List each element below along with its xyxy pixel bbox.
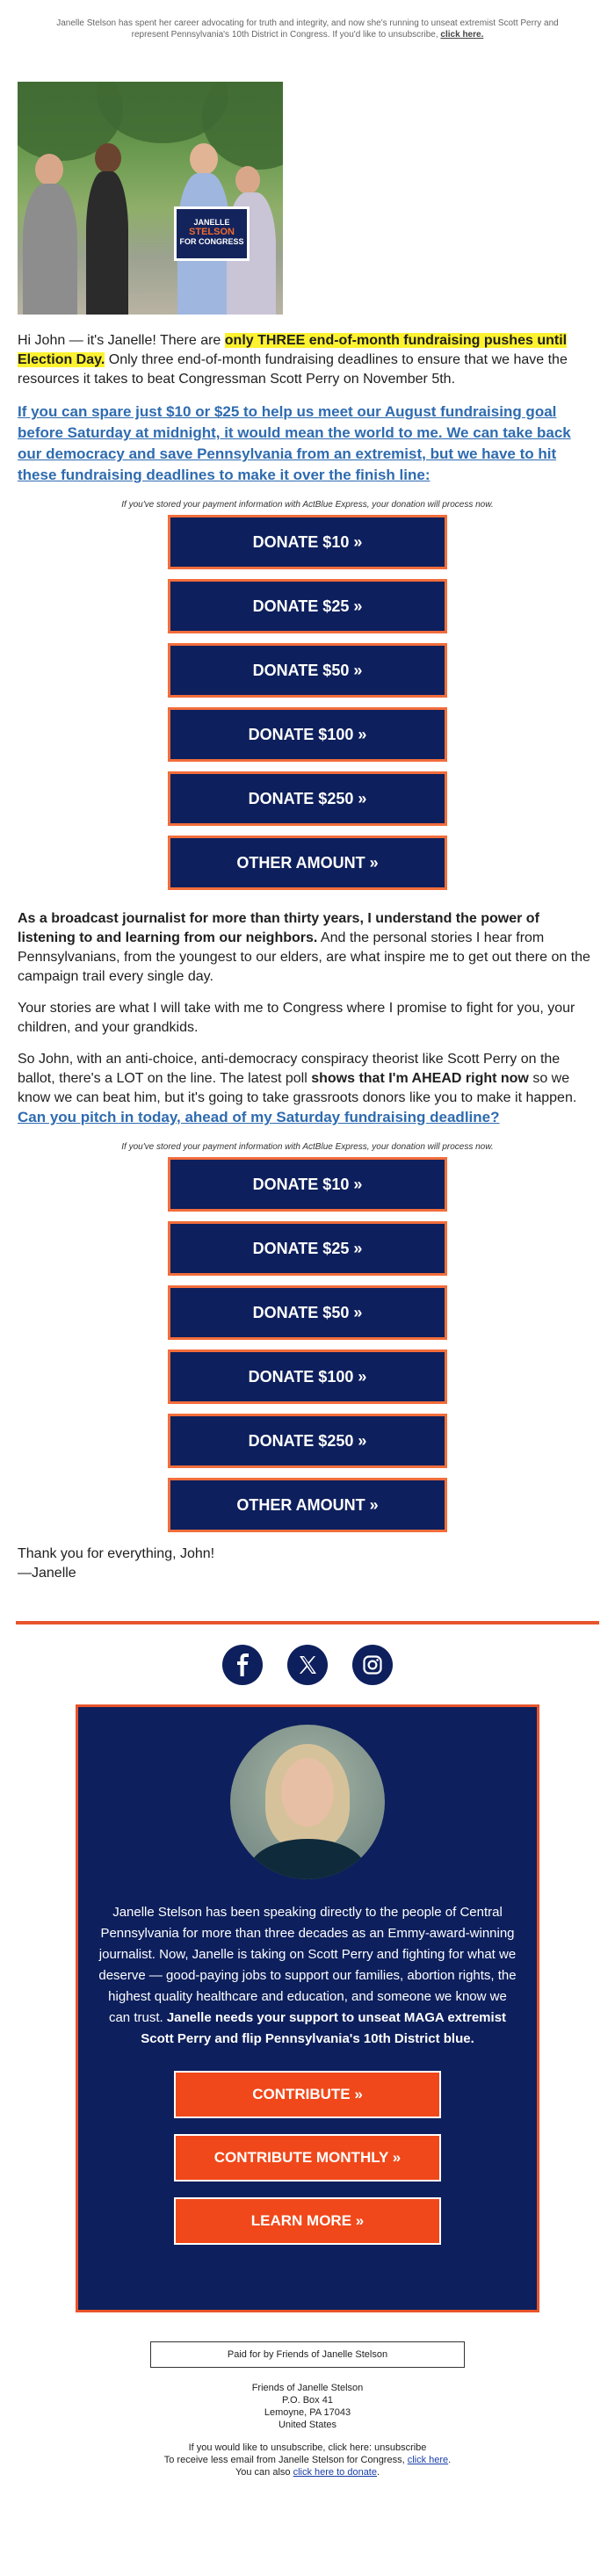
bio-panel [76, 1704, 539, 2312]
less-email-end: . [448, 2455, 452, 2465]
footer-donate-link[interactable]: click here to donate [293, 2467, 377, 2478]
footer-org: Friends of Janelle Stelson [251, 2383, 364, 2393]
intro-lead: Hi John — it's Janelle! There are [18, 333, 225, 348]
donate-10-button[interactable]: DONATE $10 » [168, 515, 447, 569]
donate-50-button[interactable]: DONATE $50 » [168, 643, 447, 698]
intro-paragraph [18, 331, 597, 389]
journalist-paragraph [18, 909, 597, 987]
journalist-bold: As a broadcast journalist for more than thirty years, I understand the power of listening to and learning from our neighbors. [18, 911, 539, 945]
sign-line-3: FOR CONGRESS [179, 237, 244, 246]
bio-text-bold: Janelle needs your support to unseat MAGA extremist Scott Perry and flip Pennsylvania's 10th District blue. [141, 2010, 507, 2046]
bio-text-main: Janelle Stelson has been speaking directly to the people of Central Pennsylvania for more than three decades as an Emmy-award-winning journalist. Now, Janelle is taking on Scott Perry and fighting for what we deserve — good-paying jobs to support our families, abortion rights, the highest quality healthcare and education, and someone we know we can trust. [98, 1905, 517, 2025]
footer-city: Lemoyne, PA 17043 [264, 2407, 351, 2418]
journalist-rest: And the personal stories I hear from Pennsylvanians, from the youngest to our elders, are what inspire me to get out there on the campaign trail every single day. [18, 930, 590, 984]
x-icon[interactable] [287, 1645, 328, 1685]
campaign-sign [174, 206, 250, 261]
sign-line-2: STELSON [189, 227, 235, 237]
bio-buttons [174, 2071, 441, 2245]
campaign-photo [18, 82, 283, 315]
donate-10-button-2[interactable]: DONATE $10 » [168, 1157, 447, 1212]
less-email-link[interactable]: click here [407, 2455, 449, 2465]
contribute-button[interactable]: CONTRIBUTE » [174, 2071, 441, 2118]
footer [0, 2382, 615, 2478]
poll-paragraph [18, 1050, 597, 1128]
candidate-portrait [230, 1725, 385, 1879]
footer-donate [0, 2466, 615, 2478]
donate-other-button-2[interactable]: OTHER AMOUNT » [168, 1478, 447, 1532]
contribute-monthly-button[interactable]: CONTRIBUTE MONTHLY » [174, 2134, 441, 2182]
donate-250-button[interactable]: DONATE $250 » [168, 771, 447, 826]
footer-unsubscribe[interactable]: If you would like to unsubscribe, click here: unsubscribe [188, 2442, 427, 2453]
intro-highlight: only THREE end-of-month fundraising pushes until Election Day. [18, 333, 568, 367]
donate-100-button[interactable]: DONATE $100 » [168, 707, 447, 762]
preheader [0, 0, 615, 40]
preheader-text: Janelle Stelson has spent her career advocating for truth and integrity, and now she's running to unseat extremist Scott Perry and represent Pennsylvania's 10th District in Congress. If you'd like to unsubscribe, [56, 18, 559, 40]
poll-mid: so we know we can beat him, but it's going to take grassroots donors like you to make it happen. [18, 1071, 577, 1105]
signoff [18, 1545, 597, 1583]
facebook-icon[interactable] [222, 1645, 263, 1685]
instagram-icon[interactable] [352, 1645, 393, 1685]
learn-more-button[interactable]: LEARN MORE » [174, 2197, 441, 2245]
footer-donate-end: . [376, 2467, 380, 2478]
signoff-line-1: Thank you for everything, John! [18, 1546, 215, 1561]
donate-buttons-group-2 [168, 1157, 447, 1532]
footer-donate-text: You can also [235, 2467, 293, 2478]
donate-250-button-2[interactable]: DONATE $250 » [168, 1414, 447, 1468]
stories-paragraph: Your stories are what I will take with me to Congress where I promise to fight for you, your children, and your grandkids. [18, 1001, 575, 1035]
divider [16, 1621, 599, 1624]
actblue-express-note: If you've stored your payment information with ActBlue Express, your donation will process now. [121, 500, 494, 510]
signoff-line-2: —Janelle [18, 1566, 76, 1581]
poll-lead: So John, with an anti-choice, anti-democracy conspiracy theorist like Scott Perry on the ballot, there's a LOT on the line. The latest poll [18, 1052, 561, 1086]
donate-25-button-2[interactable]: DONATE $25 » [168, 1221, 447, 1276]
sign-line-1: JANELLE [193, 218, 230, 227]
donate-50-button-2[interactable]: DONATE $50 » [168, 1285, 447, 1340]
bio-text [78, 1879, 537, 2050]
footer-less-email [0, 2454, 615, 2466]
footer-country: United States [278, 2420, 337, 2430]
donate-ask-link[interactable]: If you can spare just $10 or $25 to help us meet our August fundraising goal before Saturday at midnight, it would mean the world to me. We can take back our democracy and save Pennsylvania from an extremist, but we have to hit these fundraising deadlines to make it over the finish line: [18, 403, 571, 483]
donate-100-button-2[interactable]: DONATE $100 » [168, 1350, 447, 1404]
donate-25-button[interactable]: DONATE $25 » [168, 579, 447, 633]
donate-other-button[interactable]: OTHER AMOUNT » [168, 836, 447, 890]
poll-bold: shows that I'm AHEAD right now [311, 1071, 529, 1086]
footer-box: P.O. Box 41 [282, 2395, 333, 2406]
donate-buttons-group-1 [168, 515, 447, 890]
actblue-express-note-2: If you've stored your payment information with ActBlue Express, your donation will process now. [121, 1142, 494, 1152]
intro-rest: Only three end-of-month fundraising deadlines to ensure that we have the resources it takes to beat Congressman Scott Perry on November 5th. [18, 352, 568, 387]
paid-for-box: Paid for by Friends of Janelle Stelson [150, 2341, 465, 2368]
less-email-text: To receive less email from Janelle Stelson for Congress, [163, 2455, 408, 2465]
preheader-unsubscribe-link[interactable]: click here. [440, 30, 484, 40]
pitch-in-link[interactable]: Can you pitch in today, ahead of my Saturday fundraising deadline? [18, 1109, 500, 1125]
social-links [0, 1645, 615, 1685]
